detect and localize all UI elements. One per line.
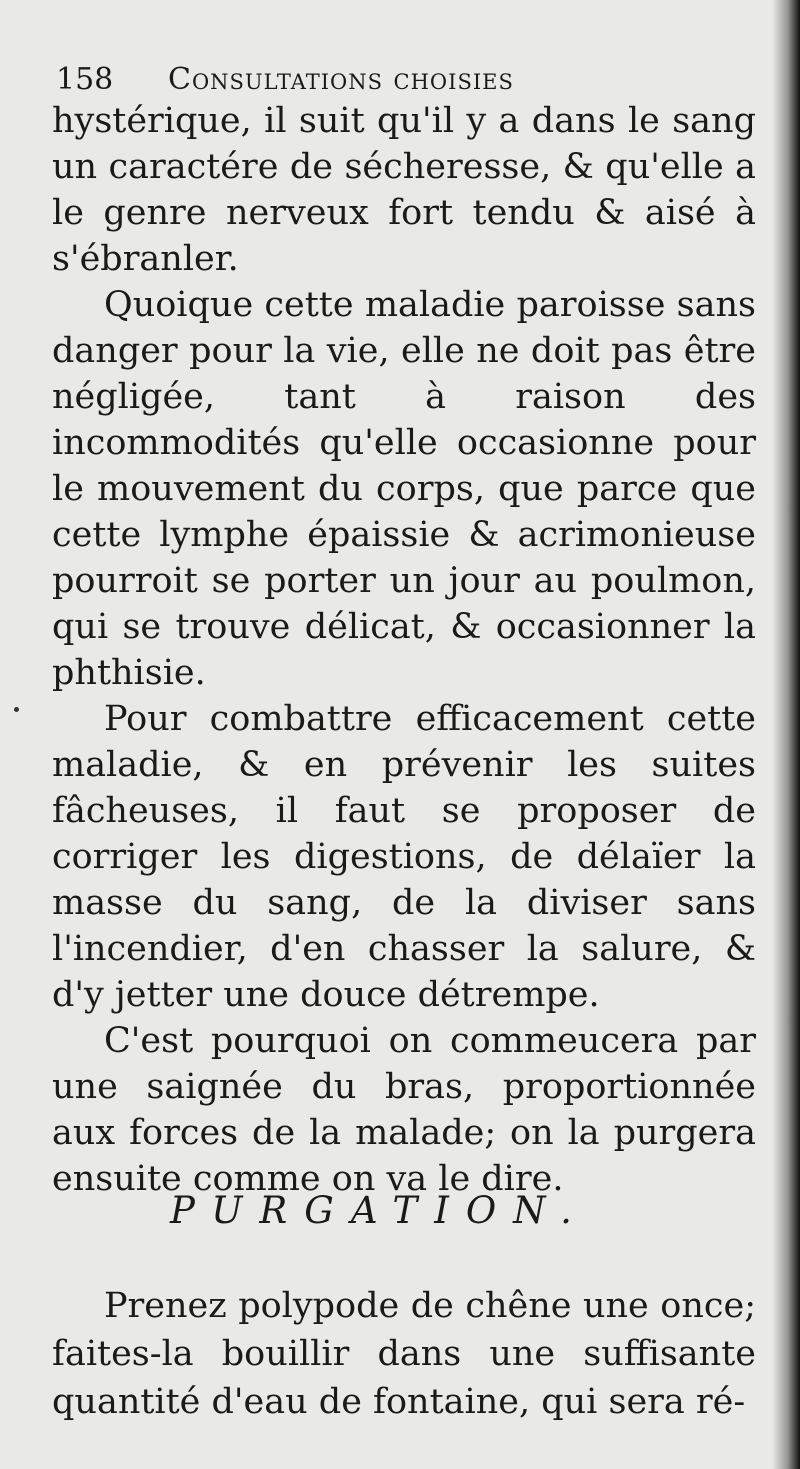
recipe-text	[52, 1282, 756, 1426]
paragraph-continued: hystérique, il suit qu'il y a dans le sang un caractére de sécheresse, & qu'elle a le genre nerveux fort tendu & aisé à s'ébranler.	[52, 101, 756, 279]
paragraph: Pour combattre efficacement cette maladie, & en prévenir les suites fâcheuses, il faut se proposer de corriger les digestions, de délaïer la masse du sang, de la diviser sans l'incendier, d'en chasser la salure, & d'y jetter une douce détrempe.	[52, 699, 756, 1015]
ink-speck	[14, 707, 19, 712]
body-text	[52, 98, 756, 1202]
recipe-paragraph: Prenez polypode de chêne une once; faites-la bouillir dans une suffisante quantité d'eau de fontaine, qui sera ré-	[52, 1286, 756, 1422]
page-number: 158	[56, 62, 114, 97]
running-title: Consultations choisies	[168, 62, 514, 97]
running-header	[56, 58, 756, 102]
section-heading: PURGATION.	[170, 1189, 589, 1232]
paragraph: C'est pourquoi on commeucera par une saignée du bras, proportionnée aux forces de la malade; on la purgera ensuite comme on va le dire.	[52, 1021, 756, 1199]
paragraph: Quoique cette maladie paroisse sans danger pour la vie, elle ne doit pas être négligée, tant à raison des incommodités qu'elle occasionne pour le mouvement du corps, que parce que cette lymphe épaissie & acrimonieuse pourroit se porter un jour au poulmon, qui se trouve délicat, & occasionner la phthisie.	[52, 285, 756, 693]
